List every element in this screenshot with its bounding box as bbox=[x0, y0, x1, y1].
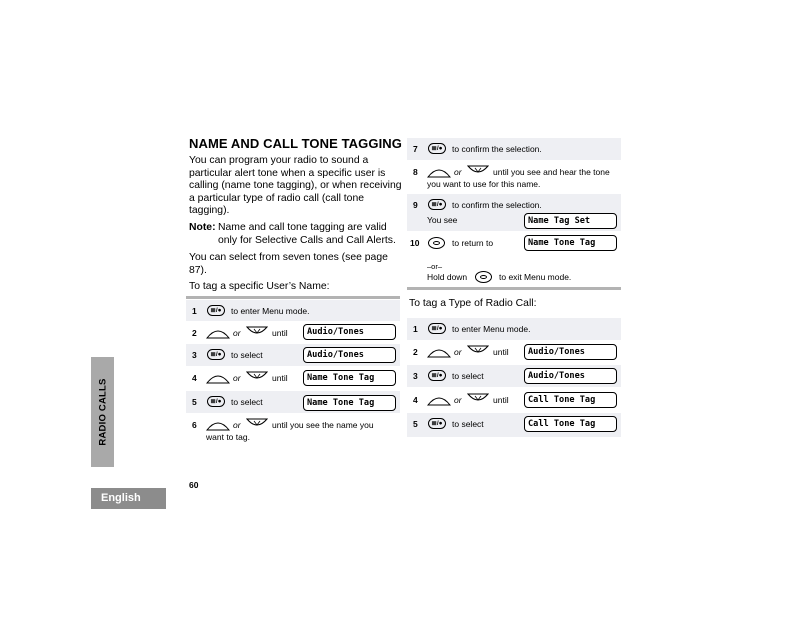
intro-line: calling (name tone tagging), or when receiving bbox=[189, 180, 402, 192]
step-number: 7 bbox=[413, 144, 418, 154]
scroll-up-icon bbox=[427, 394, 451, 406]
step-9 bbox=[407, 193, 621, 231]
side-tab-label: RADIO CALLS bbox=[97, 378, 108, 446]
user-step-2 bbox=[186, 321, 400, 344]
step-text: to select bbox=[231, 397, 263, 407]
or-label: or bbox=[454, 395, 462, 405]
scroll-down-icon bbox=[467, 165, 489, 177]
or-label: or bbox=[454, 167, 462, 177]
note-line: only for Selective Calls and Call Alerts. bbox=[218, 234, 396, 246]
display-readout: Call Tone Tag bbox=[524, 416, 617, 432]
step-number: 5 bbox=[413, 419, 418, 429]
user-intro: To tag a specific User’s Name: bbox=[189, 281, 330, 292]
you-see-label: You see bbox=[427, 215, 458, 225]
until-label: until bbox=[272, 328, 288, 338]
step-7 bbox=[407, 137, 621, 160]
step-number: 1 bbox=[192, 306, 197, 316]
tones-line: You can select from seven tones (see page bbox=[189, 252, 388, 263]
type-intro: To tag a Type of Radio Call: bbox=[409, 298, 537, 309]
step-number: 4 bbox=[413, 395, 418, 405]
note-label: Note: bbox=[189, 222, 216, 233]
step-number: 3 bbox=[192, 350, 197, 360]
step-text: to return to bbox=[452, 238, 494, 248]
display-readout: Name Tag Set bbox=[524, 213, 617, 229]
display-readout: Audio/Tones bbox=[303, 347, 396, 363]
menu-button-icon: ≣/● bbox=[207, 349, 225, 360]
type-step-3 bbox=[407, 364, 621, 387]
scroll-down-icon bbox=[246, 326, 268, 338]
type-step-4 bbox=[407, 388, 621, 411]
display-readout: Audio/Tones bbox=[524, 344, 617, 360]
menu-button-icon: ≣/● bbox=[428, 370, 446, 381]
exit-button-icon bbox=[475, 271, 492, 283]
side-tab bbox=[91, 357, 114, 467]
step-number: 9 bbox=[413, 200, 418, 210]
type-step-1 bbox=[407, 317, 621, 340]
step-text: to confirm the selection. bbox=[452, 200, 542, 210]
step-text: to select bbox=[452, 419, 484, 429]
step-8 bbox=[407, 160, 621, 193]
display-readout: Name Tone Tag bbox=[303, 395, 396, 411]
note-line: Name and call tone tagging are valid bbox=[218, 222, 387, 233]
exit-button-icon bbox=[428, 237, 445, 249]
or-label: or bbox=[454, 347, 462, 357]
until-label: until bbox=[493, 395, 509, 405]
scroll-up-icon bbox=[427, 346, 451, 358]
step-number: 2 bbox=[192, 328, 197, 338]
step-number: 3 bbox=[413, 371, 418, 381]
scroll-down-icon bbox=[467, 345, 489, 357]
step-text: to enter Menu mode. bbox=[452, 324, 531, 334]
tones-line: 87). bbox=[189, 264, 207, 276]
section-title: NAME AND CALL TONE TAGGING bbox=[189, 136, 403, 151]
intro-paragraph bbox=[189, 155, 402, 218]
display-readout: Call Tone Tag bbox=[524, 392, 617, 408]
intro-line: tagging). bbox=[189, 205, 230, 217]
divider bbox=[407, 287, 621, 290]
scroll-up-icon bbox=[427, 166, 451, 178]
step-number: 5 bbox=[192, 397, 197, 407]
menu-button-icon: ≣/● bbox=[428, 418, 446, 429]
step-text: to enter Menu mode. bbox=[231, 306, 310, 316]
step-text: to select bbox=[452, 371, 484, 381]
or-label: or bbox=[233, 328, 241, 338]
menu-button-icon: ≣/● bbox=[207, 305, 225, 316]
step-text: to select bbox=[231, 350, 263, 360]
or-label: or bbox=[233, 373, 241, 383]
menu-button-icon: ≣/● bbox=[207, 396, 225, 407]
user-step-6 bbox=[186, 413, 400, 444]
menu-button-icon: ≣/● bbox=[428, 199, 446, 210]
intro-line: a particular type of radio call (call tone bbox=[189, 192, 364, 204]
type-step-5 bbox=[407, 412, 621, 437]
type-step-2 bbox=[407, 340, 621, 363]
user-step-5 bbox=[186, 390, 400, 413]
scroll-up-icon bbox=[206, 372, 230, 384]
menu-button-icon: ≣/● bbox=[428, 323, 446, 334]
menu-button-icon: ≣/● bbox=[428, 143, 446, 154]
tones-paragraph bbox=[189, 252, 388, 277]
or-label: or bbox=[233, 420, 241, 430]
scroll-down-icon bbox=[246, 371, 268, 383]
step-10 bbox=[407, 231, 621, 288]
scroll-up-icon bbox=[206, 327, 230, 339]
step-text: until you see and hear the tone bbox=[493, 167, 610, 177]
step-text: you want to use for this name. bbox=[427, 179, 541, 189]
intro-line: particular alert tone when a specific user is bbox=[189, 167, 386, 179]
step-number: 10 bbox=[410, 238, 420, 248]
hold-down-label: Hold down bbox=[427, 272, 468, 282]
display-readout: Audio/Tones bbox=[303, 324, 396, 340]
until-label: until bbox=[493, 347, 509, 357]
until-label: until bbox=[272, 373, 288, 383]
user-step-3 bbox=[186, 343, 400, 366]
scroll-down-icon bbox=[467, 393, 489, 405]
scroll-up-icon bbox=[206, 419, 230, 431]
scroll-down-icon bbox=[246, 418, 268, 430]
or-separator: –or– bbox=[427, 262, 443, 271]
step-number: 6 bbox=[192, 420, 197, 430]
display-readout: Audio/Tones bbox=[524, 368, 617, 384]
user-step-4 bbox=[186, 366, 400, 389]
step-text: to confirm the selection. bbox=[452, 144, 542, 154]
page-number: 60 bbox=[189, 480, 199, 490]
language-tab: English bbox=[91, 488, 166, 509]
step-text: until you see the name you bbox=[272, 420, 374, 430]
display-readout: Name Tone Tag bbox=[303, 370, 396, 386]
display-readout: Name Tone Tag bbox=[524, 235, 617, 251]
step-number: 4 bbox=[192, 373, 197, 383]
step-text: to exit Menu mode. bbox=[499, 272, 572, 282]
user-step-1 bbox=[186, 299, 400, 322]
step-number: 8 bbox=[413, 167, 418, 177]
step-number: 2 bbox=[413, 347, 418, 357]
step-number: 1 bbox=[413, 324, 418, 334]
note bbox=[189, 222, 399, 247]
step-text: want to tag. bbox=[206, 432, 250, 442]
intro-line: You can program your radio to sound a bbox=[189, 155, 369, 166]
